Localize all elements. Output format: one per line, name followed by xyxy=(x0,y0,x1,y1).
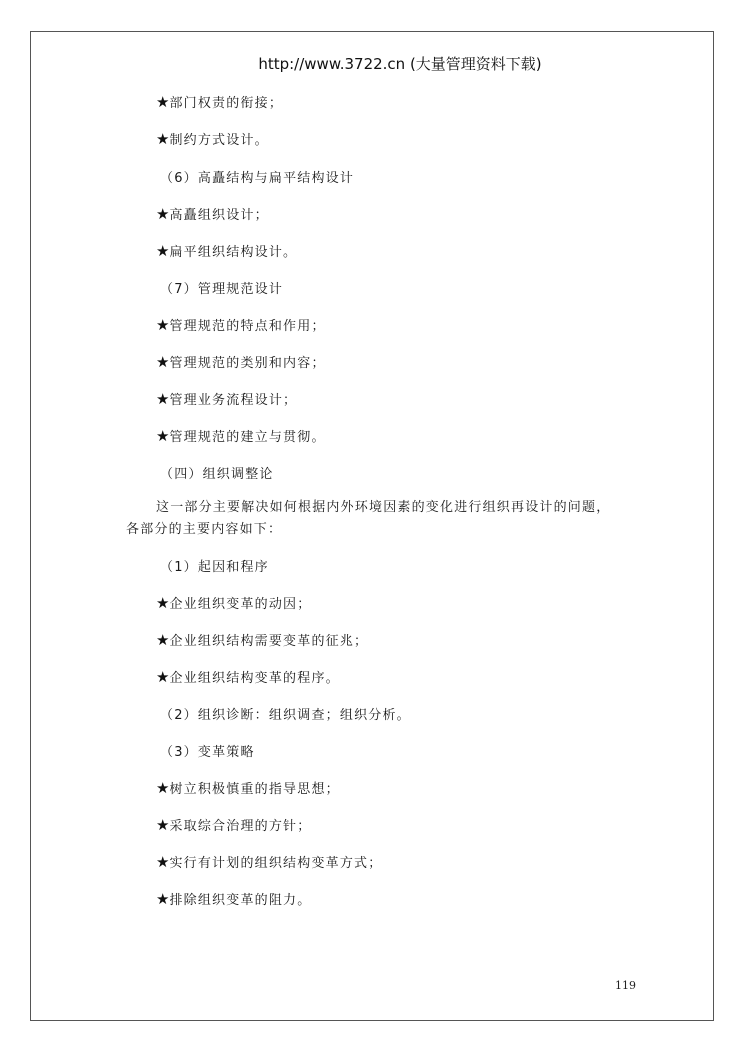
star-icon: ★ xyxy=(156,594,170,612)
section-heading: （6）高矗结构与扁平结构设计 xyxy=(160,171,355,186)
list-item: ★企业组织结构需要变革的征兆； xyxy=(156,631,369,649)
star-icon: ★ xyxy=(156,130,170,148)
star-icon: ★ xyxy=(156,890,170,908)
paragraph-line: 这一部分主要解决如何根据内外环境因素的变化进行组织再设计的问题， xyxy=(156,500,611,515)
star-icon: ★ xyxy=(156,816,170,834)
star-icon: ★ xyxy=(156,631,170,649)
star-icon: ★ xyxy=(156,668,170,686)
list-item: ★管理业务流程设计； xyxy=(156,390,298,408)
list-item: ★企业组织结构变革的程序。 xyxy=(156,668,340,686)
list-item: ★排除组织变革的阻力。 xyxy=(156,890,312,908)
list-item: ★采取综合治理的方针； xyxy=(156,816,312,834)
section-heading: （2）组织诊断：组织调查；组织分析。 xyxy=(160,708,411,723)
page-number: 119 xyxy=(615,979,636,992)
list-item: ★高矗组织设计； xyxy=(156,205,269,223)
star-icon: ★ xyxy=(156,390,170,408)
list-item: ★制约方式设计。 xyxy=(156,130,269,148)
list-item: ★管理规范的类别和内容； xyxy=(156,353,326,371)
star-icon: ★ xyxy=(156,316,170,334)
section-heading: （7）管理规范设计 xyxy=(160,282,284,297)
list-item: ★树立积极慎重的指导思想； xyxy=(156,779,340,797)
star-icon: ★ xyxy=(156,353,170,371)
list-item: ★部门权责的衔接； xyxy=(156,93,284,111)
section-heading: （1）起因和程序 xyxy=(160,560,269,575)
list-item: ★实行有计划的组织结构变革方式； xyxy=(156,853,383,871)
star-icon: ★ xyxy=(156,779,170,797)
section-heading: （3）变革策略 xyxy=(160,745,255,760)
paragraph-line: 各部分的主要内容如下： xyxy=(126,522,283,537)
list-item: ★扁平组织结构设计。 xyxy=(156,242,298,260)
list-item: ★管理规范的建立与贯彻。 xyxy=(156,427,326,445)
body-paragraph xyxy=(126,497,646,541)
list-item: ★管理规范的特点和作用； xyxy=(156,316,326,334)
star-icon: ★ xyxy=(156,242,170,260)
star-icon: ★ xyxy=(156,205,170,223)
header-url: http://www.3722.cn (大量管理资料下载) xyxy=(258,55,542,73)
star-icon: ★ xyxy=(156,853,170,871)
list-item: ★企业组织变革的动因； xyxy=(156,594,312,612)
star-icon: ★ xyxy=(156,427,170,445)
star-icon: ★ xyxy=(156,93,170,111)
section-heading: （四）组织调整论 xyxy=(160,467,274,482)
